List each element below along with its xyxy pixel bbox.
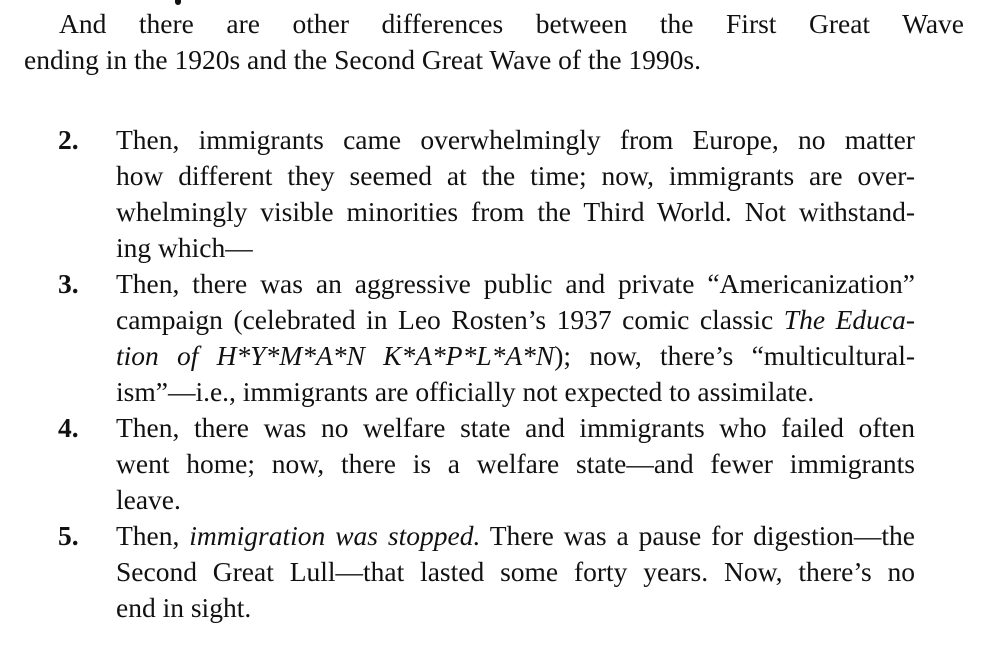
item-text: campaign (celebrated in Leo Rosten’s 1937 comic classic — [116, 304, 784, 335]
item-line: ing which— — [116, 232, 253, 263]
item-line: end in sight. — [116, 592, 252, 623]
item-number: 3. — [58, 268, 79, 299]
item-number: 2. — [58, 124, 79, 155]
item-line: Second Great Lull—that lasted some forty years. Now, there’s no — [116, 556, 915, 587]
item-text: There was a pause for digestion—the — [480, 520, 915, 551]
item-number: 5. — [58, 520, 79, 551]
item-line — [116, 302, 915, 338]
list-item — [58, 410, 915, 518]
book-title-text: tion of H*Y*M*A*N K*A*P*L*A*N — [116, 340, 555, 371]
book-page — [24, 6, 964, 623]
intro-line: And there are other differences between the First Great Wave — [59, 8, 964, 39]
item-line: whelmingly visible minorities from the Third World. Not withstand- — [116, 196, 915, 227]
item-line: Then, there was an aggressive public and private “Americanization” — [116, 268, 915, 299]
list-item — [58, 122, 915, 266]
item-line — [116, 518, 915, 554]
item-line: went home; now, there is a welfare state—and fewer immigrants — [116, 448, 915, 479]
list-item — [58, 518, 915, 626]
item-number: 4. — [58, 412, 79, 443]
list-item — [58, 266, 915, 410]
item-line — [116, 338, 915, 374]
differences-list — [58, 122, 915, 626]
item-text: Then, — [116, 520, 190, 551]
book-title-text: The Educa- — [783, 304, 915, 335]
item-line: ism”—i.e., immigrants are officially not expected to assimilate. — [116, 376, 815, 407]
item-line: Then, immigrants came overwhelmingly from Europe, no matter — [116, 124, 915, 155]
item-line: Then, there was no welfare state and immigrants who failed often — [116, 412, 915, 443]
intro-paragraph — [24, 6, 964, 78]
item-line: leave. — [116, 484, 181, 515]
item-line: how different they seemed at the time; now, immigrants are over- — [116, 160, 915, 191]
intro-line: ending in the 1920s and the Second Great Wave of the 1990s. — [24, 44, 701, 75]
emphasis-text: immigration was stopped. — [189, 520, 481, 551]
page-edge-mark — [175, 0, 181, 5]
item-text: ); now, there’s “multicultural- — [554, 340, 915, 371]
